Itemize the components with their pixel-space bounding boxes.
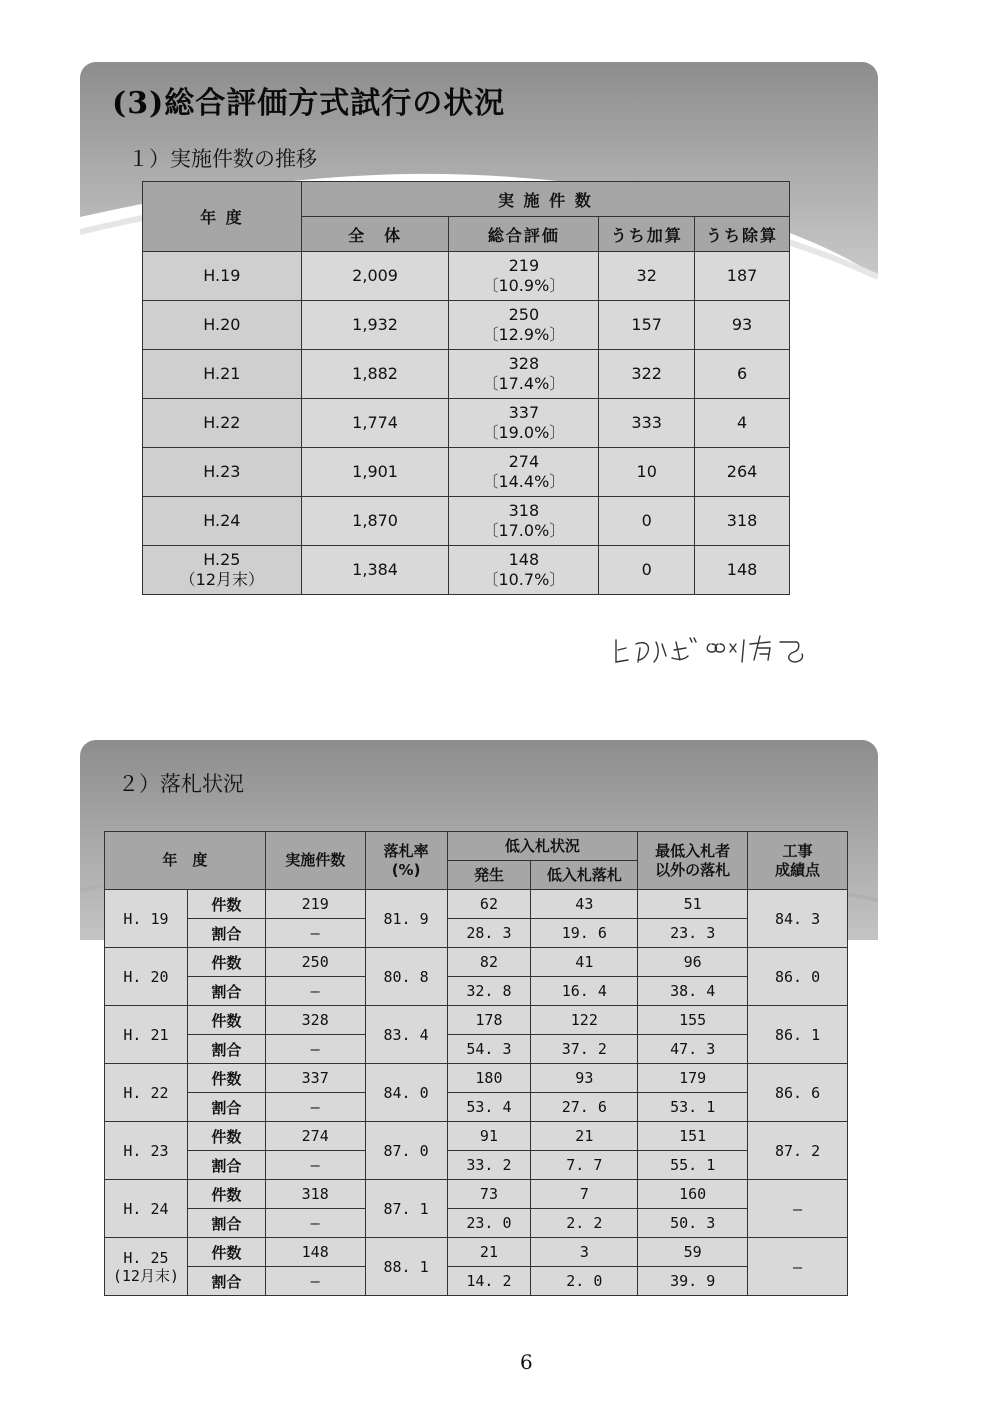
sogo-cell bbox=[449, 546, 599, 595]
josan-cell: 318 bbox=[695, 497, 790, 546]
occurrence-cell: 62 bbox=[447, 890, 531, 919]
header-low-bid-status: 低入札状況 bbox=[447, 832, 638, 861]
sogo-cell bbox=[449, 301, 599, 350]
other-than-lowest-ratio-cell: 50. 3 bbox=[638, 1209, 748, 1238]
table-row-ratio bbox=[105, 1267, 848, 1296]
ratio-label: 割合 bbox=[187, 977, 265, 1006]
low-bid-win-cell: 93 bbox=[531, 1064, 638, 1093]
low-bid-win-ratio-cell: 27. 6 bbox=[531, 1093, 638, 1122]
header-performance-score bbox=[748, 832, 848, 890]
year-cell bbox=[105, 1006, 188, 1064]
implementation-ratio-cell: — bbox=[265, 1093, 365, 1122]
count-label: 件数 bbox=[187, 1122, 265, 1151]
ratio-label: 割合 bbox=[187, 1267, 265, 1296]
sogo-count: 318 bbox=[508, 501, 540, 520]
low-bid-win-cell: 21 bbox=[531, 1122, 638, 1151]
table-row-ratio bbox=[105, 1209, 848, 1238]
sogo-count: 328 bbox=[508, 354, 540, 373]
implementation-ratio-cell: — bbox=[265, 1035, 365, 1064]
header-year: 年 度 bbox=[105, 832, 266, 890]
total-cell: 1,932 bbox=[301, 301, 449, 350]
table1-subtitle: １）実施件数の推移 bbox=[128, 147, 317, 171]
sogo-cell bbox=[449, 350, 599, 399]
occurrence-ratio-cell: 28. 3 bbox=[447, 919, 531, 948]
section-title: (3)総合評価方式試行の状況 bbox=[112, 86, 506, 121]
implementation-ratio-cell: — bbox=[265, 1267, 365, 1296]
year-cell bbox=[143, 399, 302, 448]
total-cell: 1,774 bbox=[301, 399, 449, 448]
ratio-label: 割合 bbox=[187, 1093, 265, 1122]
occurrence-ratio-cell: 53. 4 bbox=[447, 1093, 531, 1122]
year-label: H.22 bbox=[203, 413, 241, 432]
occurrence-ratio-cell: 32. 8 bbox=[447, 977, 531, 1006]
kasan-cell: 10 bbox=[599, 448, 695, 497]
other-than-lowest-cell: 51 bbox=[638, 890, 748, 919]
total-cell: 1,901 bbox=[301, 448, 449, 497]
other-than-lowest-cell: 59 bbox=[638, 1238, 748, 1267]
header-kasan: うち加算 bbox=[599, 217, 695, 252]
sogo-percent: 〔19.0%〕 bbox=[482, 423, 566, 442]
count-label: 件数 bbox=[187, 1180, 265, 1209]
year-cell bbox=[143, 301, 302, 350]
count-label: 件数 bbox=[187, 1064, 265, 1093]
year-cell bbox=[105, 948, 188, 1006]
implementation-count-cell: 318 bbox=[265, 1180, 365, 1209]
table-row-ratio bbox=[105, 1151, 848, 1180]
year-label: H. 25 bbox=[123, 1248, 169, 1267]
josan-cell: 187 bbox=[695, 252, 790, 301]
occurrence-ratio-cell: 23. 0 bbox=[447, 1209, 531, 1238]
header-winning-rate-label: 落札率 bbox=[383, 841, 429, 860]
sogo-percent: 〔10.7%〕 bbox=[482, 570, 566, 589]
table-row-ratio bbox=[105, 1035, 848, 1064]
handwritten-note bbox=[610, 630, 820, 674]
performance-score-cell: 87. 2 bbox=[748, 1122, 848, 1180]
performance-score-cell: 86. 1 bbox=[748, 1006, 848, 1064]
other-than-lowest-cell: 179 bbox=[638, 1064, 748, 1093]
other-than-lowest-ratio-cell: 53. 1 bbox=[638, 1093, 748, 1122]
other-than-lowest-cell: 160 bbox=[638, 1180, 748, 1209]
year-label: H.24 bbox=[203, 511, 241, 530]
sogo-count: 274 bbox=[508, 452, 540, 471]
header-performance-score-line2: 成績点 bbox=[775, 860, 821, 879]
sogo-cell bbox=[449, 252, 599, 301]
occurrence-cell: 21 bbox=[447, 1238, 531, 1267]
table-row bbox=[143, 399, 790, 448]
occurrence-ratio-cell: 54. 3 bbox=[447, 1035, 531, 1064]
sogo-cell bbox=[449, 399, 599, 448]
year-note: （12月末） bbox=[179, 570, 265, 589]
year-label: H.19 bbox=[203, 266, 241, 285]
year-cell bbox=[105, 1180, 188, 1238]
implementation-count-cell: 328 bbox=[265, 1006, 365, 1035]
year-cell bbox=[105, 1238, 188, 1296]
low-bid-win-ratio-cell: 19. 6 bbox=[531, 919, 638, 948]
count-label: 件数 bbox=[187, 1006, 265, 1035]
year-label: H.20 bbox=[203, 315, 241, 334]
implementation-ratio-cell: — bbox=[265, 1151, 365, 1180]
year-cell bbox=[105, 890, 188, 948]
header-other-than-lowest bbox=[638, 832, 748, 890]
year-cell bbox=[143, 546, 302, 595]
implementation-ratio-cell: — bbox=[265, 977, 365, 1006]
performance-score-cell: — bbox=[748, 1180, 848, 1238]
table-row-count bbox=[105, 1180, 848, 1209]
ratio-label: 割合 bbox=[187, 1035, 265, 1064]
josan-cell: 264 bbox=[695, 448, 790, 497]
table-row-count bbox=[105, 890, 848, 919]
implementation-ratio-cell: — bbox=[265, 1209, 365, 1238]
year-label: H. 24 bbox=[123, 1199, 169, 1218]
winning-rate-cell: 83. 4 bbox=[365, 1006, 447, 1064]
performance-score-cell: 84. 3 bbox=[748, 890, 848, 948]
winning-rate-cell: 87. 0 bbox=[365, 1122, 447, 1180]
other-than-lowest-cell: 155 bbox=[638, 1006, 748, 1035]
implementation-count-cell: 250 bbox=[265, 948, 365, 977]
sogo-percent: 〔17.4%〕 bbox=[482, 374, 566, 393]
other-than-lowest-ratio-cell: 55. 1 bbox=[638, 1151, 748, 1180]
performance-score-cell: — bbox=[748, 1238, 848, 1296]
low-bid-win-ratio-cell: 7. 7 bbox=[531, 1151, 638, 1180]
header-sogo: 総合評価 bbox=[449, 217, 599, 252]
header-implementation-count: 実施件数 bbox=[265, 832, 365, 890]
low-bid-win-ratio-cell: 37. 2 bbox=[531, 1035, 638, 1064]
performance-score-cell: 86. 0 bbox=[748, 948, 848, 1006]
table-row-count bbox=[105, 1006, 848, 1035]
total-cell: 1,384 bbox=[301, 546, 449, 595]
year-label: H.23 bbox=[203, 462, 241, 481]
performance-score-cell: 86. 6 bbox=[748, 1064, 848, 1122]
low-bid-win-cell: 122 bbox=[531, 1006, 638, 1035]
winning-rate-cell: 84. 0 bbox=[365, 1064, 447, 1122]
occurrence-ratio-cell: 33. 2 bbox=[447, 1151, 531, 1180]
bid-status-table bbox=[104, 831, 848, 1296]
sogo-percent: 〔14.4%〕 bbox=[482, 472, 566, 491]
header-total: 全 体 bbox=[301, 217, 449, 252]
year-cell bbox=[143, 350, 302, 399]
sogo-count: 148 bbox=[508, 550, 540, 569]
year-label: H. 23 bbox=[123, 1141, 169, 1160]
table2-subtitle: ２）落札状況 bbox=[118, 772, 244, 796]
occurrence-cell: 91 bbox=[447, 1122, 531, 1151]
handwritten-note-drawing bbox=[610, 630, 820, 670]
table-row-count bbox=[105, 1238, 848, 1267]
kasan-cell: 32 bbox=[599, 252, 695, 301]
other-than-lowest-cell: 151 bbox=[638, 1122, 748, 1151]
occurrence-cell: 178 bbox=[447, 1006, 531, 1035]
table-row bbox=[143, 448, 790, 497]
header-other-than-lowest-line2: 以外の落札 bbox=[655, 860, 731, 879]
table-row bbox=[143, 546, 790, 595]
other-than-lowest-ratio-cell: 38. 4 bbox=[638, 977, 748, 1006]
sogo-count: 219 bbox=[508, 256, 540, 275]
total-cell: 1,870 bbox=[301, 497, 449, 546]
year-label: H. 22 bbox=[123, 1083, 169, 1102]
total-cell: 1,882 bbox=[301, 350, 449, 399]
occurrence-ratio-cell: 14. 2 bbox=[447, 1267, 531, 1296]
table-row-ratio bbox=[105, 919, 848, 948]
kasan-cell: 157 bbox=[599, 301, 695, 350]
winning-rate-cell: 81. 9 bbox=[365, 890, 447, 948]
page-number: 6 bbox=[520, 1350, 533, 1374]
other-than-lowest-cell: 96 bbox=[638, 948, 748, 977]
table-row-count bbox=[105, 1064, 848, 1093]
implementation-count-cell: 274 bbox=[265, 1122, 365, 1151]
table-row bbox=[143, 497, 790, 546]
sogo-cell bbox=[449, 448, 599, 497]
josan-cell: 6 bbox=[695, 350, 790, 399]
low-bid-win-cell: 41 bbox=[531, 948, 638, 977]
year-cell bbox=[143, 497, 302, 546]
year-cell bbox=[105, 1064, 188, 1122]
table-row-ratio bbox=[105, 977, 848, 1006]
implementation-ratio-cell: — bbox=[265, 919, 365, 948]
winning-rate-cell: 87. 1 bbox=[365, 1180, 447, 1238]
sogo-percent: 〔17.0%〕 bbox=[482, 521, 566, 540]
winning-rate-cell: 80. 8 bbox=[365, 948, 447, 1006]
header-josan: うち除算 bbox=[695, 217, 790, 252]
table-row-count bbox=[105, 1122, 848, 1151]
table-row bbox=[143, 252, 790, 301]
ratio-label: 割合 bbox=[187, 1151, 265, 1180]
low-bid-win-ratio-cell: 2. 2 bbox=[531, 1209, 638, 1238]
winning-rate-cell: 88. 1 bbox=[365, 1238, 447, 1296]
low-bid-win-cell: 43 bbox=[531, 890, 638, 919]
low-bid-win-ratio-cell: 16. 4 bbox=[531, 977, 638, 1006]
year-cell bbox=[143, 448, 302, 497]
year-label: H. 20 bbox=[123, 967, 169, 986]
ratio-label: 割合 bbox=[187, 1209, 265, 1238]
other-than-lowest-ratio-cell: 23. 3 bbox=[638, 919, 748, 948]
other-than-lowest-ratio-cell: 39. 9 bbox=[638, 1267, 748, 1296]
year-cell bbox=[105, 1122, 188, 1180]
header-implementation-count: 実 施 件 数 bbox=[301, 182, 789, 217]
occurrence-cell: 82 bbox=[447, 948, 531, 977]
occurrence-cell: 73 bbox=[447, 1180, 531, 1209]
kasan-cell: 322 bbox=[599, 350, 695, 399]
implementation-count-table bbox=[142, 181, 790, 595]
low-bid-win-cell: 3 bbox=[531, 1238, 638, 1267]
other-than-lowest-ratio-cell: 47. 3 bbox=[638, 1035, 748, 1064]
header-winning-rate-unit: (%) bbox=[391, 860, 421, 879]
table-row bbox=[143, 301, 790, 350]
implementation-count-cell: 219 bbox=[265, 890, 365, 919]
sogo-cell bbox=[449, 497, 599, 546]
count-label: 件数 bbox=[187, 890, 265, 919]
ratio-label: 割合 bbox=[187, 919, 265, 948]
low-bid-win-cell: 7 bbox=[531, 1180, 638, 1209]
occurrence-cell: 180 bbox=[447, 1064, 531, 1093]
header-other-than-lowest-line1: 最低入札者 bbox=[655, 841, 731, 860]
table-row bbox=[143, 350, 790, 399]
table-row-count bbox=[105, 948, 848, 977]
implementation-count-cell: 337 bbox=[265, 1064, 365, 1093]
kasan-cell: 0 bbox=[599, 546, 695, 595]
year-label: H. 19 bbox=[123, 909, 169, 928]
year-label: H.25 bbox=[203, 550, 241, 569]
sogo-percent: 〔10.9%〕 bbox=[482, 276, 566, 295]
year-cell bbox=[143, 252, 302, 301]
low-bid-win-ratio-cell: 2. 0 bbox=[531, 1267, 638, 1296]
count-label: 件数 bbox=[187, 948, 265, 977]
year-note: (12月末) bbox=[112, 1266, 179, 1285]
josan-cell: 148 bbox=[695, 546, 790, 595]
year-label: H. 21 bbox=[123, 1025, 169, 1044]
count-label: 件数 bbox=[187, 1238, 265, 1267]
sogo-count: 250 bbox=[508, 305, 540, 324]
header-year: 年 度 bbox=[143, 182, 302, 252]
header-winning-rate bbox=[365, 832, 447, 890]
sogo-count: 337 bbox=[508, 403, 540, 422]
header-performance-score-line1: 工事 bbox=[782, 841, 813, 860]
implementation-count-cell: 148 bbox=[265, 1238, 365, 1267]
sogo-percent: 〔12.9%〕 bbox=[482, 325, 566, 344]
kasan-cell: 0 bbox=[599, 497, 695, 546]
josan-cell: 4 bbox=[695, 399, 790, 448]
kasan-cell: 333 bbox=[599, 399, 695, 448]
table-row-ratio bbox=[105, 1093, 848, 1122]
year-label: H.21 bbox=[203, 364, 241, 383]
total-cell: 2,009 bbox=[301, 252, 449, 301]
josan-cell: 93 bbox=[695, 301, 790, 350]
header-occurrence: 発生 bbox=[447, 861, 531, 890]
header-low-bid-win: 低入札落札 bbox=[531, 861, 638, 890]
